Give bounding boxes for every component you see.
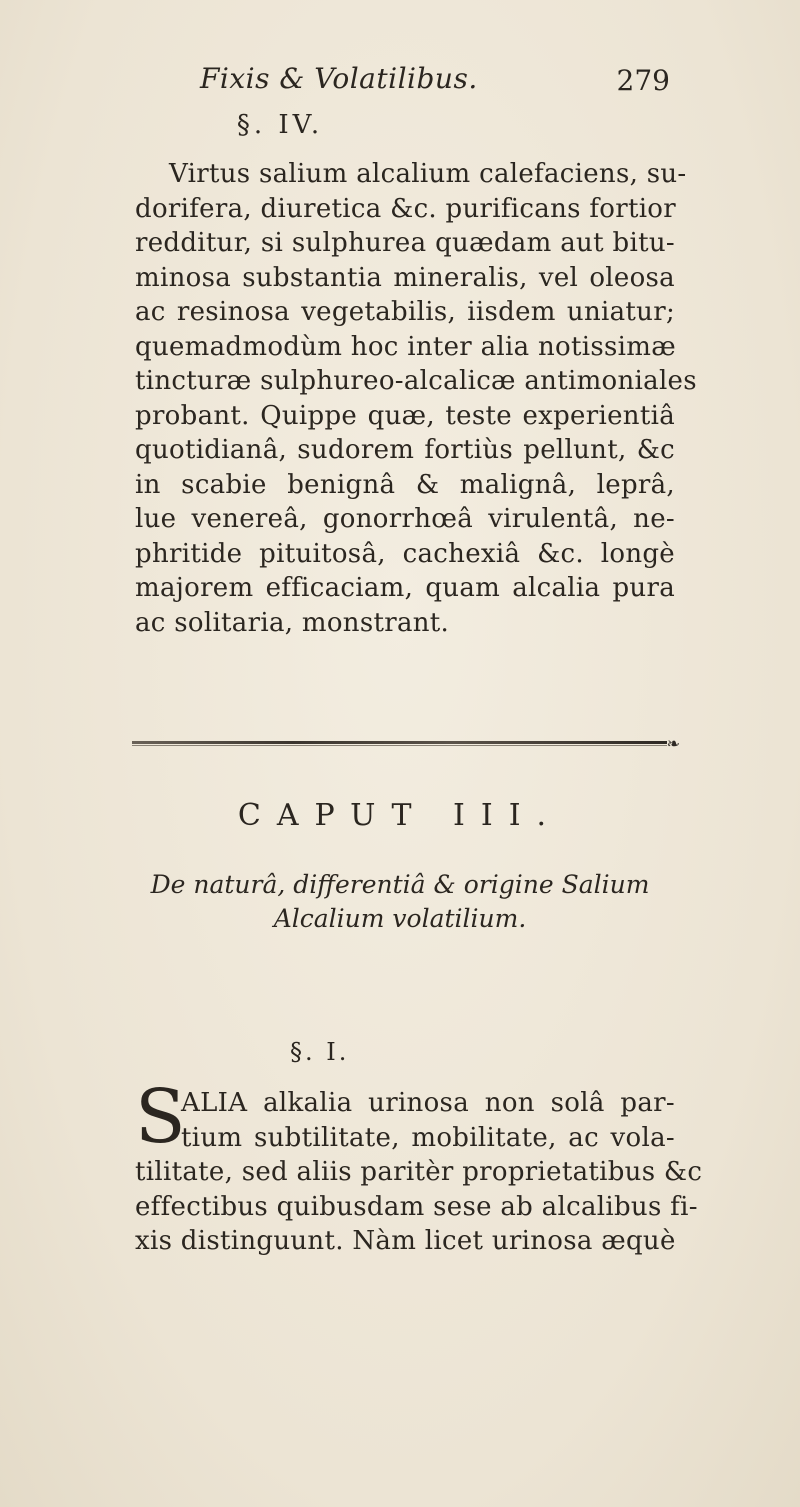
- running-title: Fixis & Volatilibus.: [200, 62, 478, 95]
- rule-thin-line: [132, 745, 667, 746]
- text-line: minosa substantia mineralis, vel oleosa: [135, 262, 675, 293]
- text-line: probant. Quippe quæ, teste experientiâ: [135, 400, 675, 431]
- text-line: majorem efficaciam, quam alcalia pura: [135, 573, 675, 603]
- text-line: ALIA alkalia urinosa non solâ par-: [181, 1088, 675, 1118]
- section-heading-iv: §. IV.: [236, 110, 324, 140]
- chapter-title: CAPUT III.: [237, 798, 563, 833]
- text-line: ac resinosa vegetabilis, iisdem uniatur;: [135, 297, 675, 327]
- text-line: Virtus salium alcalium calefaciens, su-: [169, 159, 687, 189]
- section-heading-i: §. I.: [290, 1038, 350, 1066]
- text-line: ac solitaria, monstrant.: [135, 607, 450, 638]
- text-line: xis distinguunt. Nàm licet urinosa æquè: [135, 1226, 676, 1256]
- paragraph-section-iv: [135, 157, 697, 640]
- text-line: tilitate, sed aliis paritèr proprietatibus &c: [135, 1157, 703, 1187]
- text-line: quemadmodùm hoc inter alia notissimæ: [135, 331, 676, 362]
- rule-thick-line: [132, 741, 667, 744]
- text-line: tium subtilitate, mobilitate, ac vola-: [181, 1122, 675, 1153]
- paragraph-section-i: [135, 1086, 703, 1259]
- chapter-subtitle: [0, 868, 800, 936]
- subtitle-line: Alcalium volatilium.: [273, 904, 527, 933]
- text-line: phritide pituitosâ, cachexiâ &c. longè: [135, 538, 675, 569]
- running-head: [200, 62, 670, 102]
- text-line: redditur, si sulphurea quædam aut bitu-: [135, 228, 675, 258]
- text-line: lue venereâ, gonorrhœâ virulentâ, ne-: [135, 504, 675, 534]
- text-line: tincturæ sulphureo-alcalicæ antimoniales: [135, 366, 697, 396]
- subtitle-line: De naturâ, differentiâ & origine Salium: [150, 870, 650, 899]
- drop-cap: S: [135, 1074, 186, 1160]
- text-line: quotidianâ, sudorem fortiùs pellunt, &c: [135, 435, 675, 465]
- fleuron-icon: ❧: [666, 734, 680, 753]
- ornamental-rule: [132, 734, 680, 753]
- text-line: effectibus quibusdam sese ab alcalibus fi-: [135, 1191, 698, 1222]
- text-line: in scabie benignâ & malignâ, leprâ,: [135, 469, 675, 500]
- page-number: 279: [616, 64, 670, 97]
- text-line: dorifera, diuretica &c. purificans fortior: [135, 193, 676, 224]
